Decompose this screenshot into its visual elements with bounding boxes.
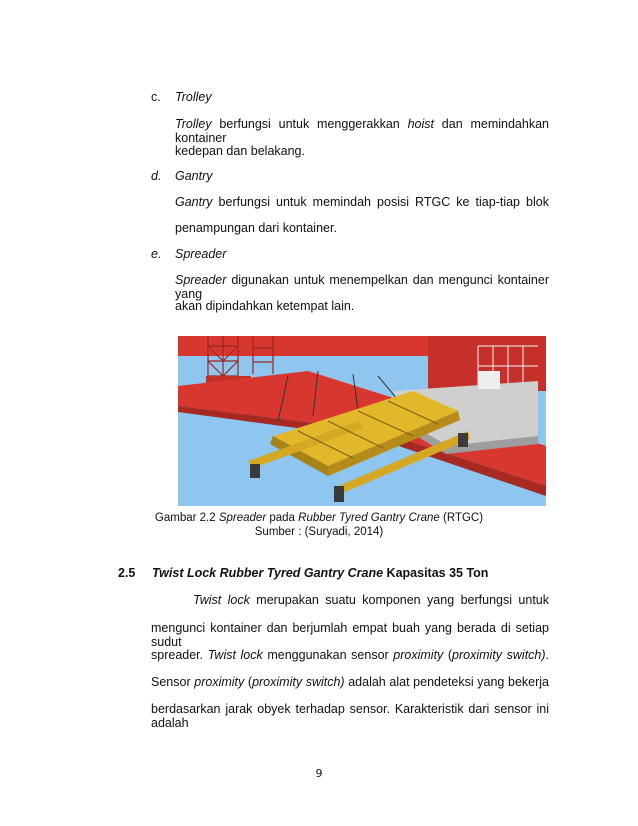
item-d-title: Gantry — [175, 169, 213, 183]
item-d-line2: penampungan dari kontainer. — [175, 221, 337, 235]
section-line3: spreader. Twist lock menggunakan sensor proximity (proximity switch). — [151, 648, 550, 662]
figure-caption: Gambar 2.2 Spreader pada Rubber Tyred Gantry Crane (RTGC) — [154, 512, 484, 524]
section-number: 2.5 — [118, 566, 136, 580]
section-line1: Twist lock merupakan suatu komponen yang berfungsi untuk — [193, 593, 550, 607]
section-line4: Sensor proximity (proximity switch) adalah alat pendeteksi yang bekerja — [151, 675, 549, 689]
item-d-letter: d. — [151, 169, 162, 183]
item-e-letter: e. — [151, 247, 162, 261]
spreader-photo — [178, 336, 546, 506]
item-c-line2: kedepan dan belakang. — [175, 144, 305, 158]
item-c-title: Trolley — [175, 90, 212, 104]
page-number: 9 — [315, 767, 323, 780]
item-c-letter: c. — [151, 90, 161, 104]
item-d-line1: Gantry berfungsi untuk memindah posisi RTGC ke tiap-tiap blok — [175, 195, 549, 209]
item-c-line1: Trolley berfungsi untuk menggerakkan hoist dan memindahkan kontainer — [175, 117, 549, 145]
item-e-title: Spreader — [175, 247, 227, 261]
item-e-line2: akan dipindahkan ketempat lain. — [175, 299, 355, 313]
section-title: Twist Lock Rubber Tyred Gantry Crane Kapasitas 35 Ton — [152, 566, 489, 580]
section-line5: berdasarkan jarak obyek terhadap sensor. Karakteristik dari sensor ini adalah — [151, 702, 549, 730]
section-line2: mengunci kontainer dan berjumlah empat buah yang berada di setiap sudut — [151, 621, 549, 649]
item-e-line1: Spreader digunakan untuk menempelkan dan mengunci kontainer yang — [175, 273, 549, 301]
figure-source: Sumber : (Suryadi, 2014) — [254, 526, 384, 538]
